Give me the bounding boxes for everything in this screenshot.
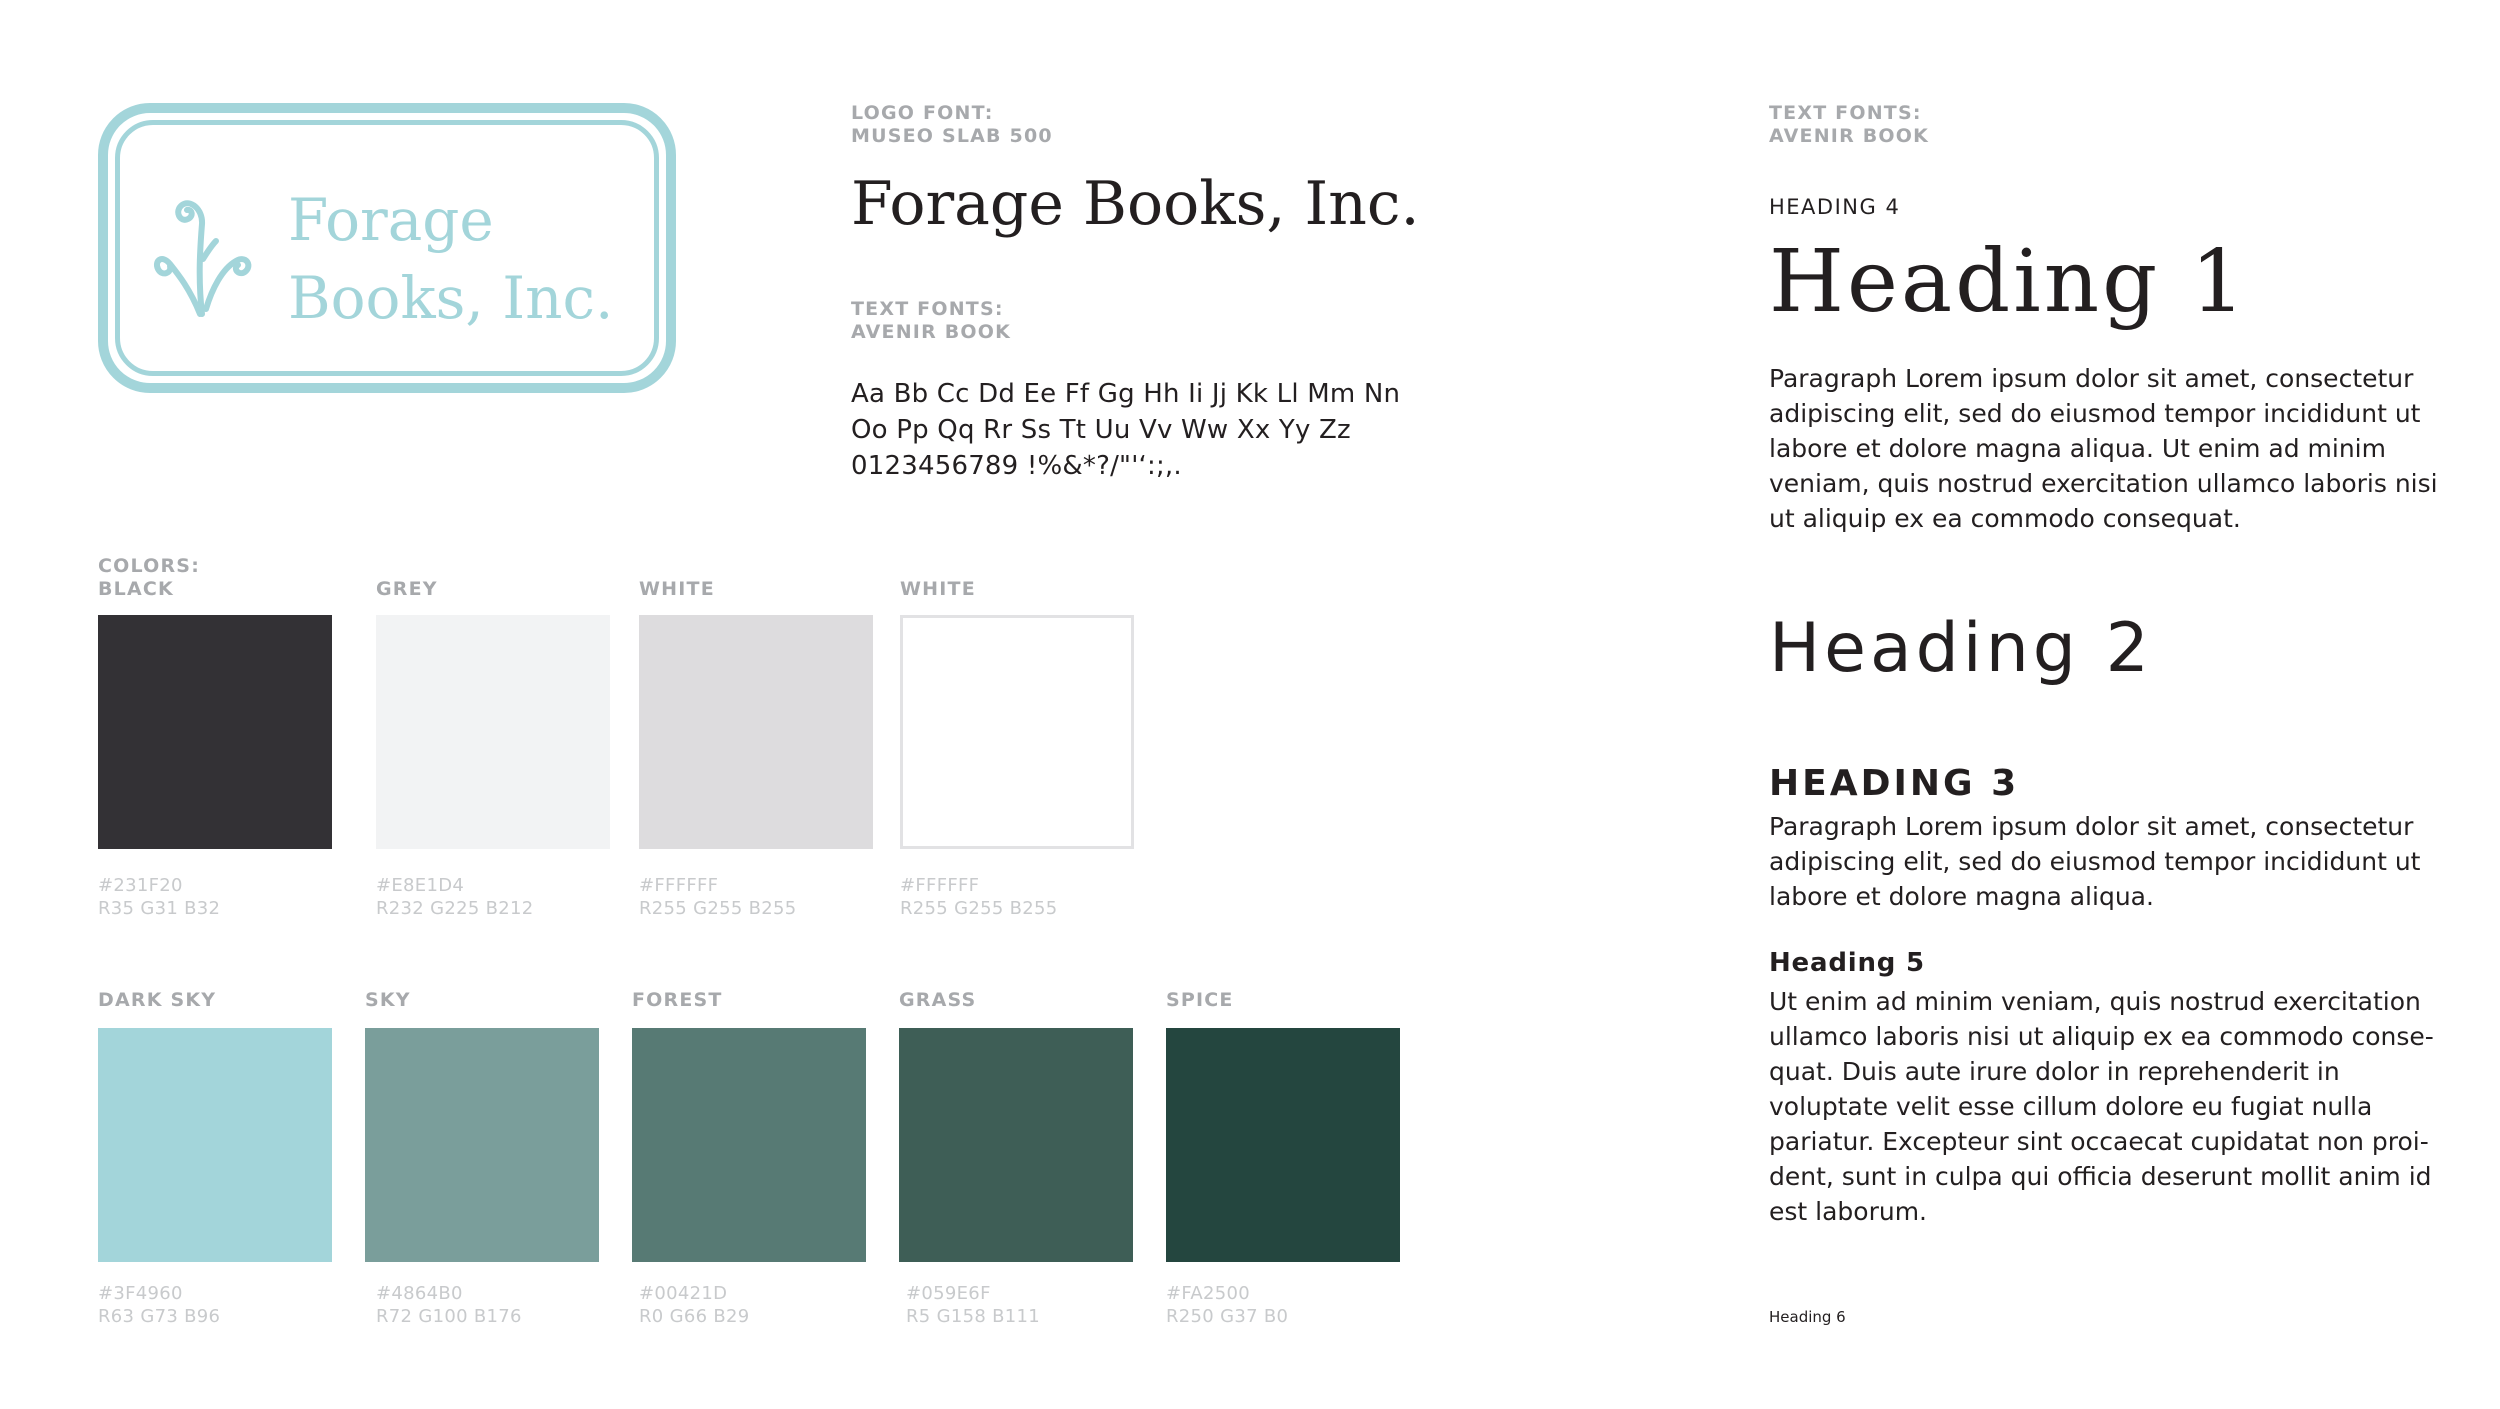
rgb-value: R63 G73 B96 <box>98 1306 221 1327</box>
alphabet-sample <box>851 376 1400 484</box>
hex-value: #059E6F <box>906 1283 991 1304</box>
hex-value: #00421D <box>639 1283 728 1304</box>
rgb-value: R255 G255 B255 <box>639 898 797 919</box>
paragraph-line: Ut enim ad minim veniam, quis nostrud exercitation <box>1769 987 2421 1016</box>
swatch-white-1 <box>639 615 873 849</box>
colors-caption: COLORS: <box>98 555 200 577</box>
swatch-values-grass <box>906 1282 1040 1328</box>
logo-wordmark <box>288 181 613 337</box>
swatch-spice <box>1166 1028 1400 1262</box>
heading-6-sample: Heading 6 <box>1769 1308 1846 1326</box>
rgb-value: R250 G37 B0 <box>1166 1306 1289 1327</box>
paragraph-line: labore et dolore magna aliqua. <box>1769 882 2154 911</box>
paragraph-line: adipiscing elit, sed do eiusmod tempor incididunt ut <box>1769 399 2421 428</box>
paragraph-line: adipiscing elit, sed do eiusmod tempor incididunt ut <box>1769 847 2421 876</box>
logo-line-1: Forage <box>288 186 494 254</box>
rgb-value: R255 G255 B255 <box>900 898 1058 919</box>
swatch-label-white-1: WHITE <box>639 578 715 600</box>
logo <box>98 103 676 393</box>
heading-2-sample: Heading 2 <box>1769 609 2153 688</box>
paragraph-line: pariatur. Excepteur sint occaecat cupidatat non proi- <box>1769 1127 2429 1156</box>
paragraph-line: voluptate velit esse cillum dolore eu fugiat nulla <box>1769 1092 2373 1121</box>
swatch-grey <box>376 615 610 849</box>
swatch-label-grey: GREY <box>376 578 438 600</box>
logo-font-caption <box>851 102 1053 148</box>
heading-3-sample: HEADING 3 <box>1769 763 2020 804</box>
swatch-values-forest <box>639 1282 750 1328</box>
paragraph-line: Paragraph Lorem ipsum dolor sit amet, consectetur <box>1769 812 2414 841</box>
swatch-white-2 <box>900 615 1134 849</box>
paragraph-line: dent, sunt in culpa qui officia deserunt mollit anim id <box>1769 1162 2432 1191</box>
hex-value: #FA2500 <box>1166 1283 1251 1304</box>
right-text-fonts-caption-line1: TEXT FONTS: <box>1769 102 1922 124</box>
paragraph-line: Paragraph Lorem ipsum dolor sit amet, consectetur <box>1769 364 2414 393</box>
rgb-value: R0 G66 B29 <box>639 1306 750 1327</box>
logo-font-caption-line2: MUSEO SLAB 500 <box>851 125 1053 147</box>
swatch-label-black: BLACK <box>98 578 174 600</box>
swatch-label-dark-sky: DARK SKY <box>98 989 217 1011</box>
alphabet-line-2: Oo Pp Qq Rr Ss Tt Uu Vv Ww Xx Yy Zz <box>851 415 1351 445</box>
right-text-fonts-caption <box>1769 102 1929 148</box>
right-text-fonts-caption-line2: AVENIR BOOK <box>1769 125 1930 147</box>
swatch-values-white-2 <box>900 874 1058 920</box>
text-fonts-caption-line2: AVENIR BOOK <box>851 321 1012 343</box>
paragraph-3 <box>1769 984 2434 1229</box>
paragraph-line: veniam, quis nostrud exercitation ullamco laboris nisi <box>1769 469 2438 498</box>
hex-value: #FFFFFF <box>639 875 719 896</box>
heading-1-sample: Heading 1 <box>1769 232 2249 332</box>
rgb-value: R232 G225 B212 <box>376 898 534 919</box>
paragraph-line: quat. Duis aute irure dolor in reprehenderit in <box>1769 1057 2340 1086</box>
logo-line-2: Books, Inc. <box>288 264 614 332</box>
alphabet-line-1: Aa Bb Cc Dd Ee Ff Gg Hh Ii Jj Kk Ll Mm Nn <box>851 379 1401 409</box>
swatch-label-sky: SKY <box>365 989 411 1011</box>
swatch-grass <box>899 1028 1133 1262</box>
swatch-values-spice <box>1166 1282 1288 1328</box>
fern-fiddlehead-icon <box>150 169 260 319</box>
paragraph-line: ullamco laboris nisi ut aliquip ex ea commodo conse- <box>1769 1022 2434 1051</box>
swatch-values-grey <box>376 874 534 920</box>
swatch-label-white-2: WHITE <box>900 578 976 600</box>
swatch-values-dark-sky <box>98 1282 220 1328</box>
logo-font-caption-line1: LOGO FONT: <box>851 102 994 124</box>
paragraph-2 <box>1769 809 2429 914</box>
heading-4-sample: HEADING 4 <box>1769 195 1901 219</box>
rgb-value: R72 G100 B176 <box>376 1306 522 1327</box>
hex-value: #231F20 <box>98 875 183 896</box>
text-fonts-caption-line1: TEXT FONTS: <box>851 298 1004 320</box>
text-fonts-caption <box>851 298 1011 344</box>
paragraph-line: est laborum. <box>1769 1197 1928 1226</box>
alphabet-line-3: 0123456789 !%&*?/"'‘:;,. <box>851 451 1182 481</box>
hex-value: #4864B0 <box>376 1283 463 1304</box>
heading-5-sample: Heading 5 <box>1769 948 1925 978</box>
swatch-values-sky <box>376 1282 522 1328</box>
swatch-label-forest: FOREST <box>632 989 723 1011</box>
swatch-sky <box>365 1028 599 1262</box>
swatch-label-spice: SPICE <box>1166 989 1234 1011</box>
hex-value: #3F4960 <box>98 1283 183 1304</box>
swatch-black <box>98 615 332 849</box>
swatch-forest <box>632 1028 866 1262</box>
swatch-values-black <box>98 874 220 920</box>
hex-value: #FFFFFF <box>900 875 980 896</box>
paragraph-line: ut aliquip ex ea commodo consequat. <box>1769 504 2241 533</box>
paragraph-1 <box>1769 361 2438 536</box>
rgb-value: R35 G31 B32 <box>98 898 221 919</box>
swatch-values-white-1 <box>639 874 797 920</box>
hex-value: #E8E1D4 <box>376 875 465 896</box>
logo-font-sample: Forage Books, Inc. <box>851 169 1420 239</box>
swatch-label-grass: GRASS <box>899 989 977 1011</box>
paragraph-line: labore et dolore magna aliqua. Ut enim ad minim <box>1769 434 2386 463</box>
rgb-value: R5 G158 B111 <box>906 1306 1041 1327</box>
swatch-dark-sky <box>98 1028 332 1262</box>
